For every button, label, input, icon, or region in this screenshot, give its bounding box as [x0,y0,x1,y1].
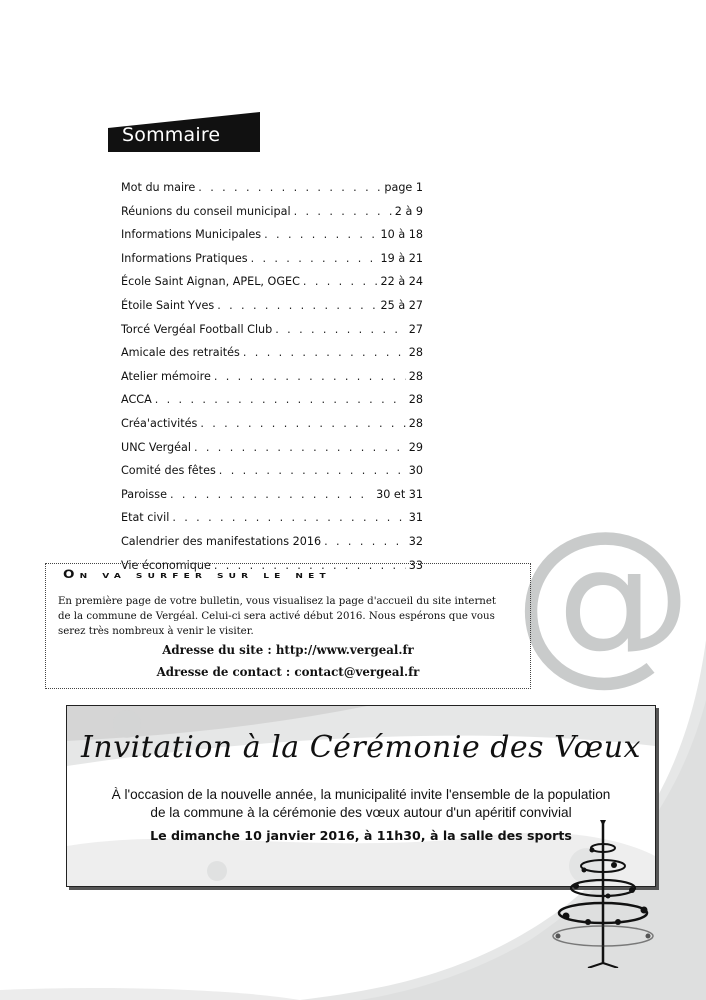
toc-entry[interactable] [121,318,423,342]
toc-leader-dots [294,200,392,224]
toc-entry-label: Atelier mémoire [121,369,211,383]
site-address[interactable]: Adresse du site : http://www.vergeal.fr [162,643,414,657]
toc-entry[interactable] [121,506,423,530]
toc-entry-page: 30 et 31 [376,487,423,501]
toc-entry[interactable] [121,341,423,365]
toc-entry-label: UNC Vergéal [121,440,191,454]
toc-entry-page: page 1 [384,181,423,194]
invitation-title: Invitation à la Cérémonie des Vœux [81,730,641,765]
toc-entry[interactable] [121,365,423,389]
sommaire-title: Sommaire [122,124,221,146]
toc-entry-page: 28 [408,346,423,360]
toc-leader-dots [170,483,373,507]
toc-entry-page: 2 à 9 [394,204,423,218]
toc-entry-page: 19 à 21 [380,251,423,265]
toc-entry-page: 31 [408,511,423,525]
invitation-line-2: de la commune à la cérémonie des vœux autour d'un apéritif convivial [150,805,572,820]
table-of-contents [121,176,423,577]
toc-leader-dots [172,506,405,530]
toc-entry[interactable] [121,388,423,412]
toc-entry-label: Paroisse [121,487,167,501]
toc-entry-label: Amicale des retraités [121,346,240,360]
toc-leader-dots [264,223,377,247]
toc-entry[interactable] [121,200,423,224]
toc-entry-label: Vie économique [121,558,211,572]
toc-entry[interactable] [121,294,423,318]
toc-entry-label: Etat civil [121,511,170,525]
toc-entry-page: 32 [408,534,423,548]
toc-entry-label: ACCA [121,393,152,407]
toc-entry-label: Étoile Saint Yves [121,298,215,312]
toc-entry-page: 28 [408,369,423,383]
toc-entry-label: Créa'activités [121,416,198,430]
toc-leader-dots [243,341,406,365]
toc-entry[interactable] [121,436,423,460]
toc-entry[interactable] [121,412,423,436]
toc-entry[interactable] [121,270,423,294]
toc-entry-page: 25 à 27 [380,298,423,312]
toc-leader-dots [217,294,377,318]
toc-entry-page: 27 [408,322,423,336]
toc-entry-label: Réunions du conseil municipal [121,204,291,218]
internet-notice-box [45,563,531,689]
toc-entry-page: 33 [408,558,423,572]
toc-entry-label: Comité des fêtes [121,464,216,478]
toc-entry-label: Torcé Vergéal Football Club [121,322,273,336]
toc-entry-label: Informations Pratiques [121,251,248,265]
toc-entry-page: 22 à 24 [380,275,423,289]
toc-leader-dots [200,412,405,436]
toc-entry[interactable] [121,483,423,507]
invitation-date: Le dimanche 10 janvier 2016, à 11h30, à la salle des sports [150,828,572,843]
toc-entry-label: École Saint Aignan, APEL, OGEC [121,275,300,289]
toc-entry[interactable] [121,223,423,247]
toc-entry-page: 28 [408,393,423,407]
toc-entry-label: Calendrier des manifestations 2016 [121,534,322,548]
toc-entry[interactable] [121,247,423,271]
toc-leader-dots [303,270,378,294]
toc-entry-label: Informations Municipales [121,228,262,242]
toc-entry-page: 28 [408,416,423,430]
toc-leader-dots [214,365,406,389]
internet-notice-title: On va surfer sur le net [63,568,331,582]
at-sign-icon: @ [513,493,693,702]
toc-leader-dots [219,459,406,483]
toc-entry-label: Mot du maire [121,181,196,194]
toc-leader-dots [194,436,406,460]
christmas-tree-icon [548,818,658,968]
internet-notice-text: En première page de votre bulletin, vous visualisez la page d'accueil du site internet de la commune de Vergéal. Celui-ci sera activé début 2016. Nous espérons que vous serez très nombreux à venir le visiter. [58,596,496,637]
contact-address[interactable]: Adresse de contact : contact@vergeal.fr [156,665,420,679]
toc-entry[interactable] [121,176,423,200]
toc-leader-dots [155,388,406,412]
toc-entry[interactable] [121,530,423,554]
toc-leader-dots [198,176,381,200]
toc-leader-dots [275,318,406,342]
toc-entry-page: 29 [408,440,423,454]
toc-entry-page: 30 [408,464,423,478]
invitation-line-1: À l'occasion de la nouvelle année, la municipalité invite l'ensemble de la population [111,787,611,802]
toc-entry-page: 10 à 18 [380,228,423,242]
toc-leader-dots [251,247,378,271]
invitation-text [67,786,655,822]
toc-leader-dots [324,530,406,554]
toc-entry[interactable] [121,459,423,483]
